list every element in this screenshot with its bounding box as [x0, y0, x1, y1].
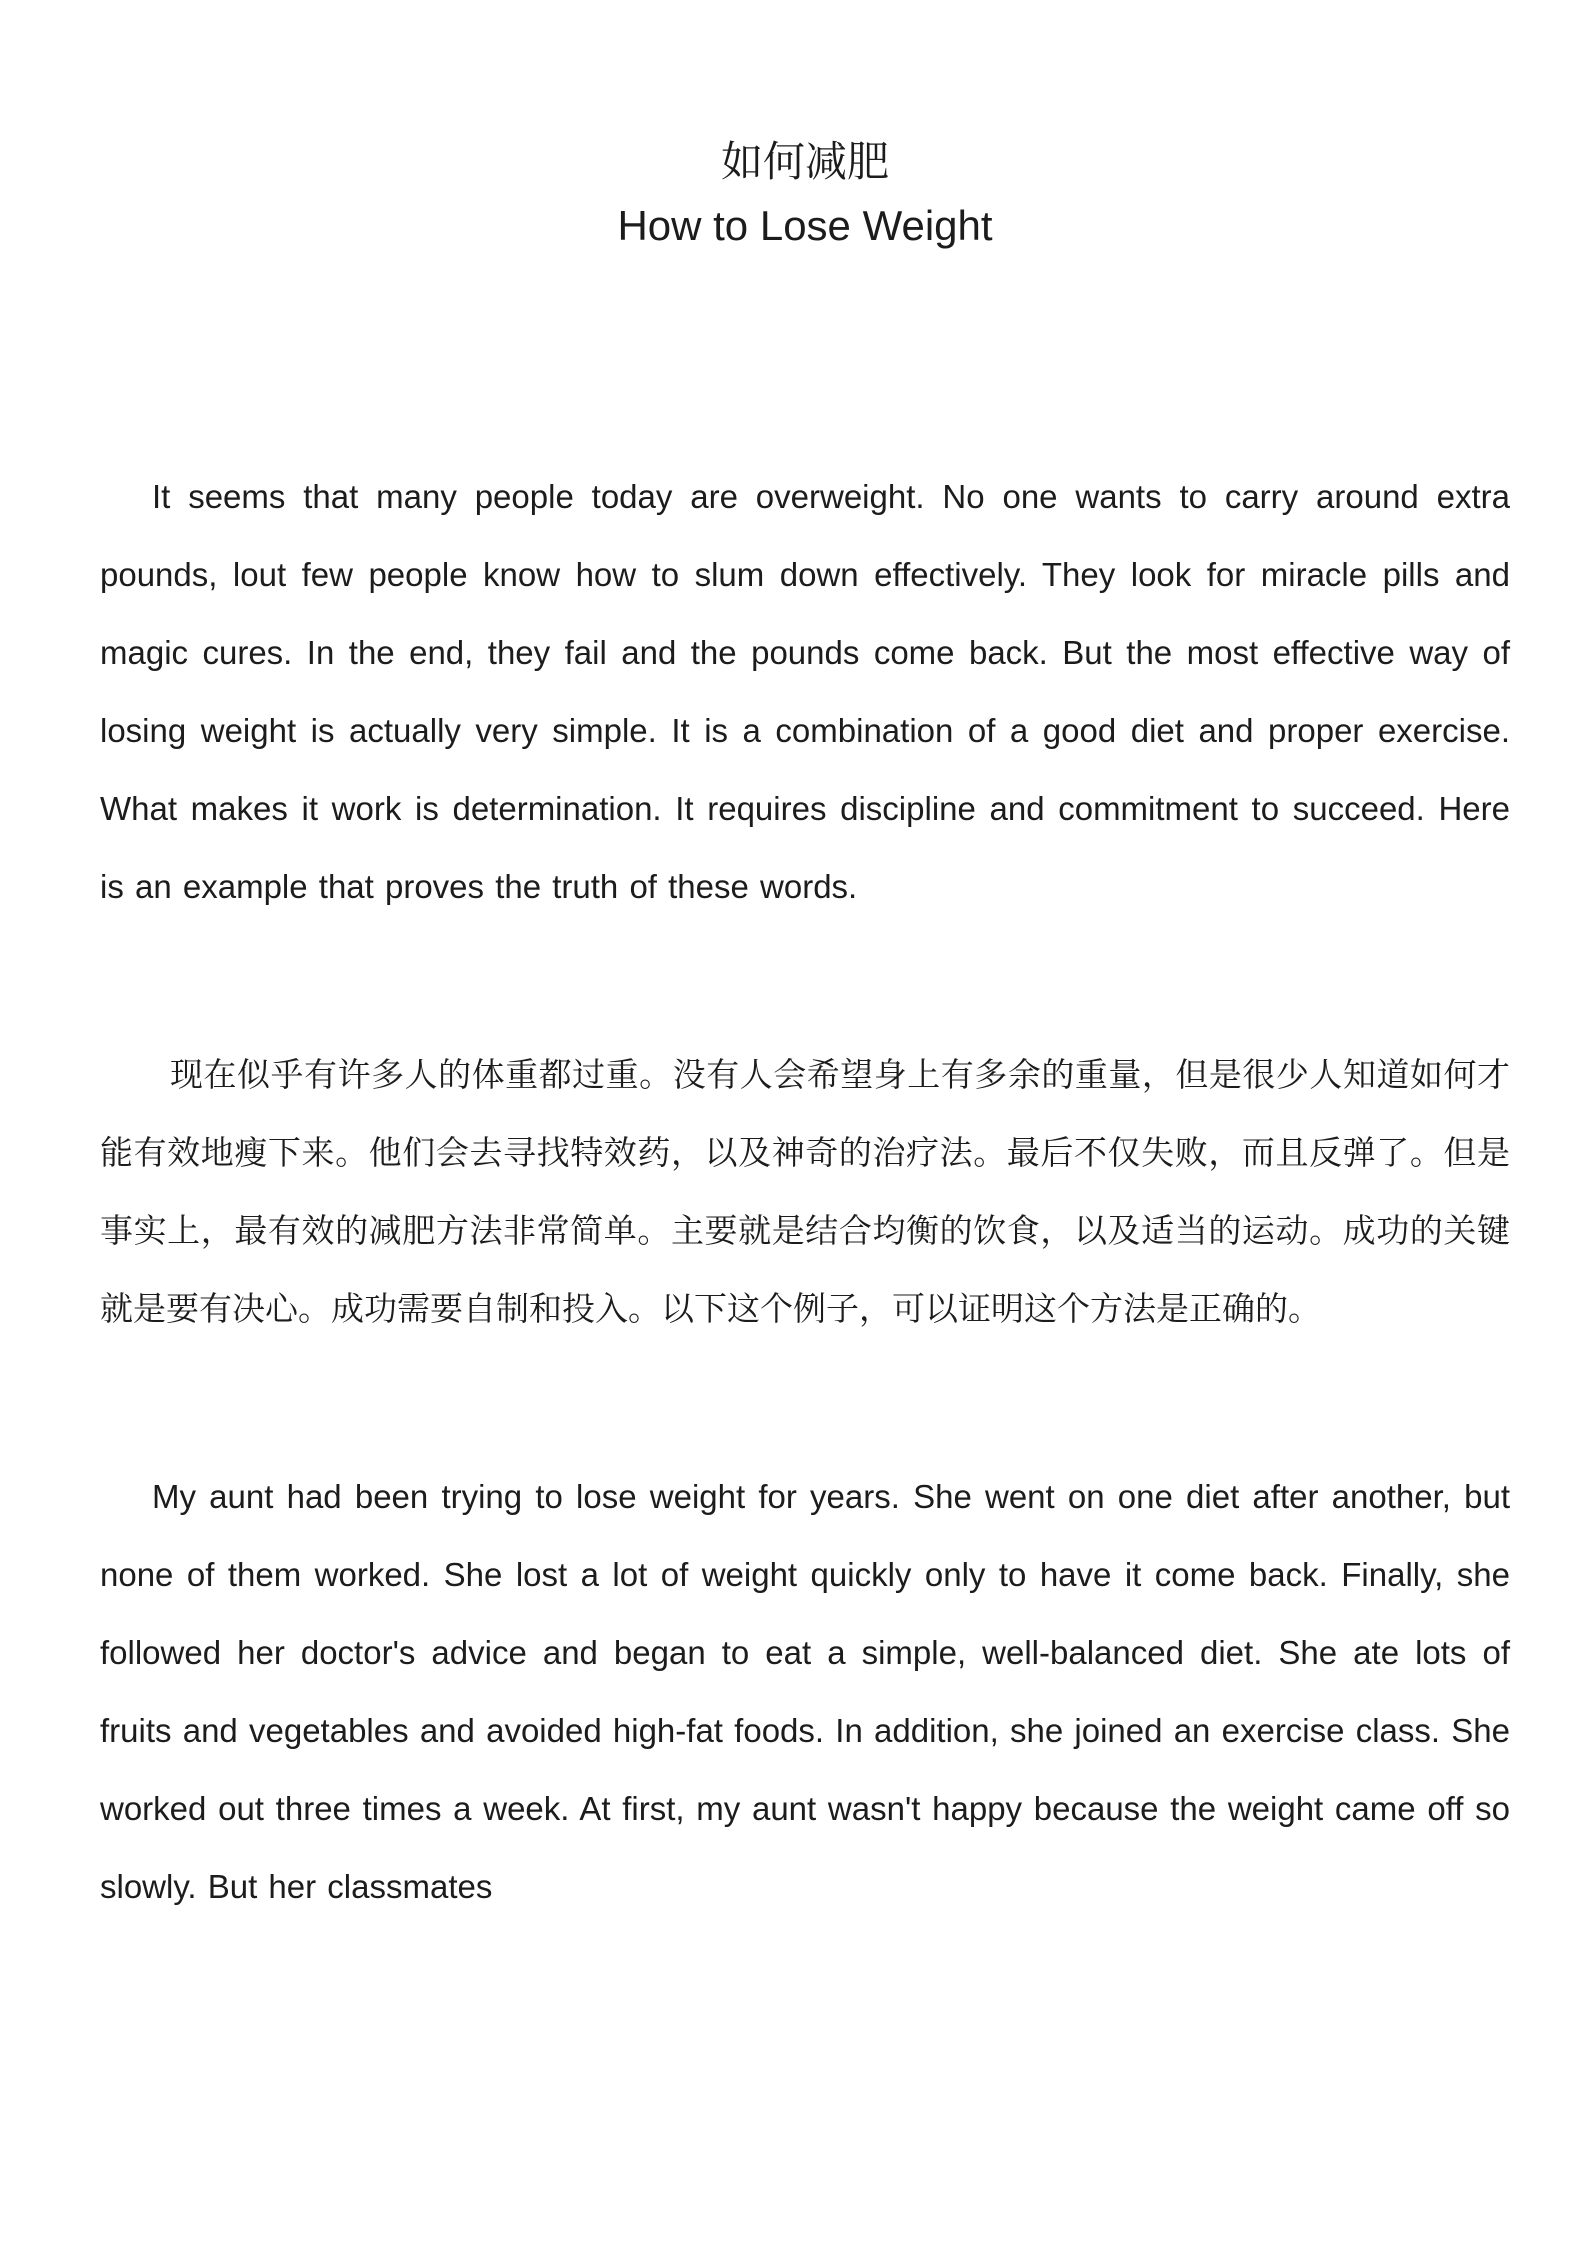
paragraph-english-intro: It seems that many people today are overweight. No one wants to carry around extra pounds, lout few people know how to slum down effectively. They look for miracle pills and magic cures. In the end, they fail and the pounds come back. But the most effective way of losing weight is actually very simple. It is a combination of a good diet and proper exercise. What makes it work is determination. It requires discipline and commitment to succeed. Here is an example that proves the truth of these words. [100, 478, 1510, 905]
paragraph-english-aunt-story: My aunt had been trying to lose weight for years. She went on one diet after another, but none of them worked. She lost a lot of weight quickly only to have it come back. Finally, she followed her doctor's advice and began to eat a simple, well-balanced diet. She ate lots of fruits and vegetables and avoided high-fat foods. In addition, she joined an exercise class. She worked out three times a week. At first, my aunt wasn't happy because the weight came off so slowly. But her classmates [100, 1478, 1510, 1905]
document-title-english: How to Lose Weight [617, 202, 993, 249]
paragraph-chinese-translation: 现在似乎有许多人的体重都过重。没有人会希望身上有多余的重量，但是很少人知道如何才能有效地瘦下来。他们会去寻找特效药，以及神奇的治疗法。最后不仅失败，而且反弹了。但是事实上，最有效的减肥方法非常简单。主要就是结合均衡的饮食，以及适当的运动。成功的关键就是要有决心。成功需要自制和投入。以下这个例子，可以证明这个方法是正确的。 [100, 1056, 1510, 1327]
document-title-chinese: 如何减肥 [720, 138, 889, 185]
